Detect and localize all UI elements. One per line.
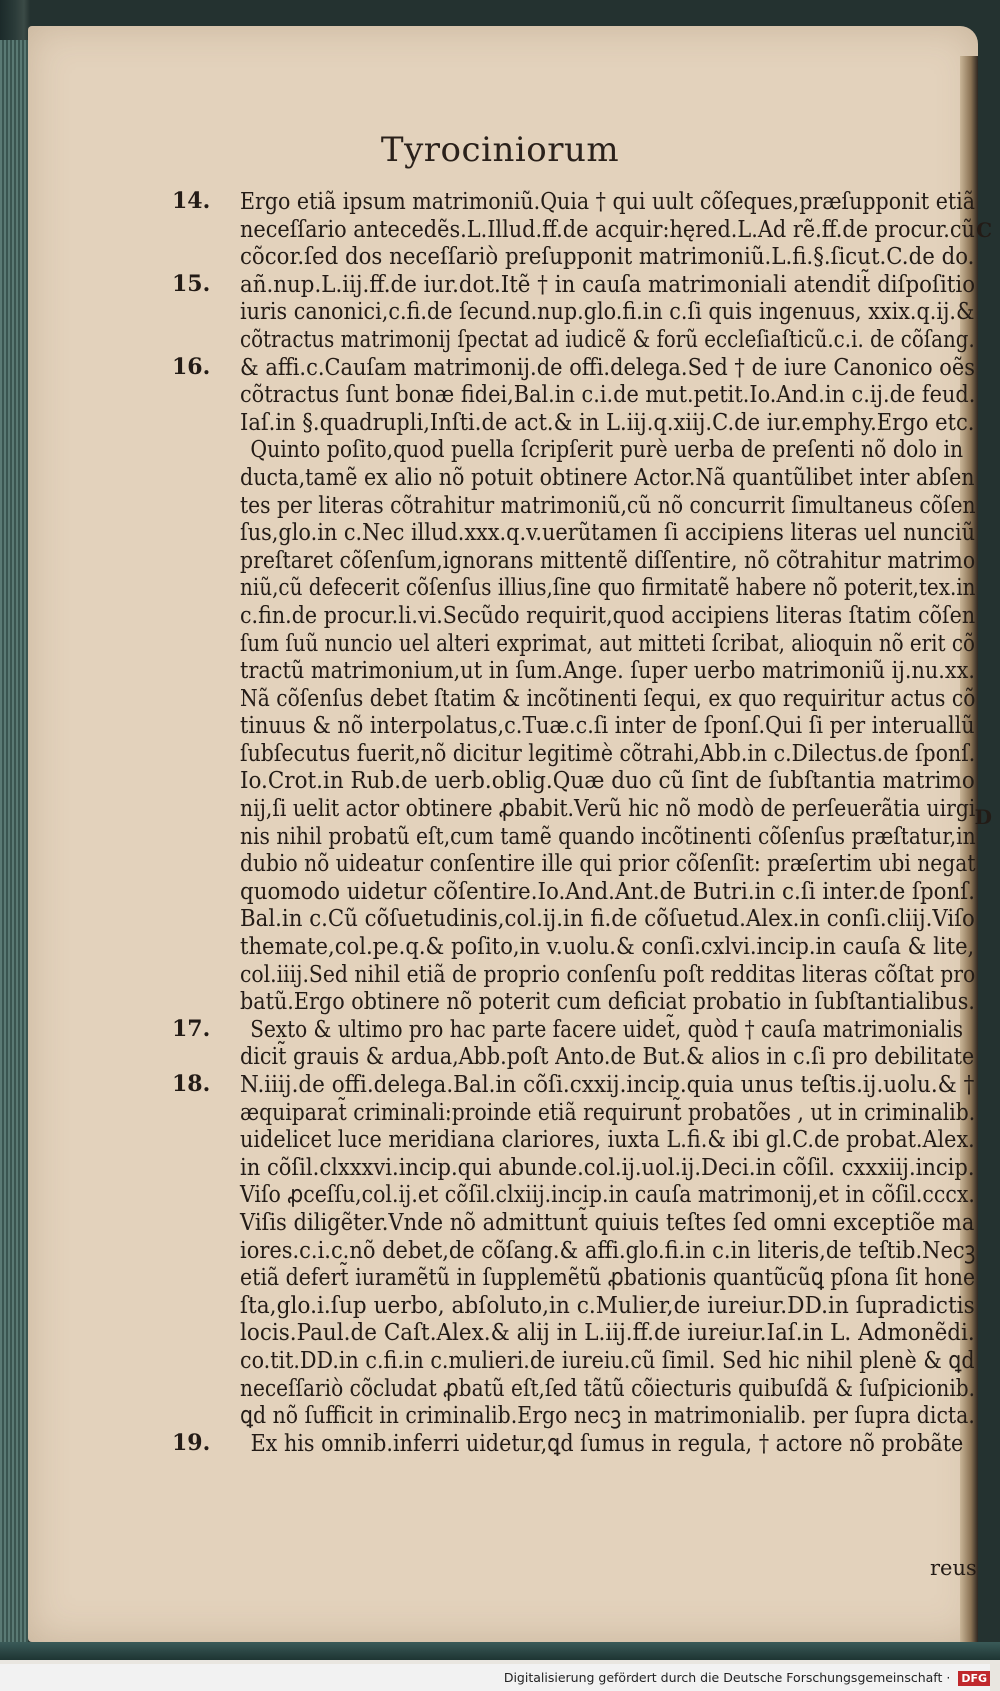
text-line: ſum ſuũ nuncio uel alteri exprimat, aut mitteti ſcribat, alioquin nõ erit cõ [240, 628, 975, 657]
text-line: ducta,tamẽ ex alio nõ potuit obtinere Actor.Nã quantũlibet inter abſen [240, 462, 975, 491]
text-line: N.iiij.de offi.delega.Bal.in cõſi.cxxij.incip.quia unus teſtis.ij.uolu.& † [240, 1070, 975, 1098]
text-line: ſus,glo.in c.Nec illud.xxx.q.v.uerũtamen ſi accipiens literas uel nunciũ [240, 518, 976, 547]
bleed-mark-d: D [974, 805, 992, 829]
text-line: dicit̃ grauis & ardua,Abb.poſt Anto.de But.& alios in c.ſi pro debilitate [240, 1042, 975, 1071]
margin-number: 18. [172, 1071, 211, 1098]
text-line: dubio nõ uideatur conſentire ille qui prior cõſenſit: præſertim ubi negat [240, 849, 976, 878]
margin-number: 14. [172, 188, 211, 214]
text-line: nis nihil probatũ eſt,cum tamẽ quando incõtinenti cõſenſus præſtatur,in [240, 821, 976, 850]
text-line: nij,ſi uelit actor obtinere ꝓbabit.Verũ hic nõ modò de perſeuerãtia uirgi [240, 794, 976, 823]
running-head: Tyrociniorum [380, 130, 620, 170]
text-line: Quinto poſito,quod puella ſcripſerit purè uerba de preſenti nõ dolo in [250, 435, 964, 464]
text-line: etiã defert̃ iuramẽtũ in ſupplemẽtũ ꝓbationis quantũcũꝗ pſona ſit hone [240, 1263, 976, 1292]
text-line: neceſſario antecedẽs.L.Illud.ff.de acquir:hęred.L.Ad rẽ.ff.de procur.cũ [240, 214, 975, 243]
dfg-logo: DFG [958, 1671, 990, 1686]
margin-number: 15. [172, 270, 211, 297]
text-line: quomodo uidetur cõſentire.Io.And.Ant.de Butri.in c.ſi inter.de ſponſ. [240, 876, 976, 905]
text-line: ꝗd nõ ſufficit in criminalib.Ergo necꝫ in matrimonialib. per ſupra dicta. [240, 1401, 975, 1430]
text-line: themate,col.pe.q.& poſito,in v.uolu.& conſi.cxlvi.incip.in cauſa & lite, [240, 932, 975, 961]
text-line: ſta,glo.i.ſup uerbo, abſoluto,in c.Mulier,de iureiur.DD.in ſupradictis [240, 1290, 975, 1319]
text-line: uidelicet luce meridiana clariores, iuxta L.fi.& ibi gl.C.de probat.Alex. [240, 1125, 975, 1154]
text-line: cõcor.ſed dos neceſſariò preſupponit matrimoniũ.L.fi.§.ſicut.C.de do. [240, 242, 975, 271]
text-line: Iaſ.in §.quadrupli,Inſti.de act.& in L.iij.q.xiij.C.de iur.emphy.Ergo etc. [240, 407, 975, 436]
text-line: Bal.in c.Cũ cõſuetudinis,col.ij.in fi.de cõſuetud.Alex.in conſi.cliij.Viſo [240, 904, 975, 933]
bleed-mark-c: C [976, 218, 992, 242]
text-line: ſubſecutus fuerit,nõ dicitur legitimè cõtrahi,Abb.in c.Dilectus.de ſponſ. [240, 738, 976, 767]
text-line: iuris canonici,c.fi.de ſecund.nup.glo.fi.in c.ſi quis ingenuus, xxix.q.ij.& [240, 297, 975, 326]
text-line: batũ.Ergo obtinere nõ poterit cum deficiat probatio in ſubſtantialibus. [240, 987, 975, 1016]
margin-number: 19. [172, 1430, 211, 1456]
text-line: co.tit.DD.in c.fi.in c.mulieri.de iureiu.cũ ſimil. Sed hic nihil plenè & ꝗd [240, 1345, 975, 1374]
text-line: preſtaret cõſenſum,ignorans mittentẽ diſſentire, nõ cõtrahitur matrimo [240, 545, 976, 574]
text-line: locis.Paul.de Caſt.Alex.& alij in L.iij.ff.de iureiur.Iaſ.in L. Admonẽdi. [240, 1318, 975, 1347]
text-line: Ergo etiã ipsum matrimoniũ.Quia † qui uult cõſeques,præſupponit etiã [240, 187, 975, 215]
text-line: Sexto & ultimo pro hac parte facere uidet̃, quòd † cauſa matrimonialis [250, 1014, 964, 1043]
text-line: añ.nup.L.iij.ff.de iur.dot.Itẽ † in cauſa matrimoniali atendit̃ diſpoſitio [240, 269, 976, 298]
text-line: col.iiij.Sed nihil etiã de proprio conſenſu poſt redditas literas cõſtat pro [240, 959, 976, 988]
digitization-footer [0, 1664, 990, 1691]
text-line: Nã cõſenſus debet ſtatim & incõtinenti ſequi, ex quo requiritur actus cõ [240, 683, 976, 712]
text-line: neceſſariò cõcludat ꝓbatũ eſt,ſed tãtũ cõiecturis quibuſdã & ſuſpicionib. [240, 1373, 976, 1402]
text-line: & affi.c.Cauſam matrimonij.de offi.delega.Sed † de iure Canonico oẽs [240, 352, 976, 381]
book-cover-edge [0, 1642, 1000, 1660]
text-line: Ex his omnib.inferri uidetur,ꝗd ſumus in regula, † actore nõ probãte [250, 1428, 964, 1457]
text-line: tes per literas cõtrahitur matrimoniũ,cũ nõ concurrit ſimultaneus cõſen [240, 490, 976, 519]
body-text [240, 188, 975, 1457]
text-line: Viſo ꝓceſſu,col.ij.et cõſil.clxiij.incip.in cauſa matrimonij,et in cõſil.cccx. [240, 1180, 975, 1209]
text-line: tractũ matrimonium,ut in ſum.Ange. ſuper uerbo matrimoniũ ij.nu.xx. [240, 656, 976, 685]
text-line: cõtractus ſunt bonæ fidei,Bal.in c.i.de mut.petit.Io.And.in c.ij.de feud. [240, 380, 976, 409]
footer-text: Digitalisierung gefördert durch die Deutsche Forschungsgemeinschaft · [503, 1670, 951, 1685]
text-line: Viſis diligẽter.Vnde nõ admittunt̃ quiuis teſtes ſed omni exceptiõe ma [240, 1207, 975, 1236]
margin-number: 16. [172, 353, 211, 380]
text-line: Io.Crot.in Rub.de uerb.oblig.Quæ duo cũ ſint de ſubſtantia matrimo [240, 766, 975, 795]
text-line: iores.c.i.c.nõ debet,de cõſang.& affi.glo.fi.in c.in literis,de teſtib.Necꝫ [240, 1235, 976, 1264]
margin-number: 17. [172, 1016, 211, 1042]
text-line: tinuus & nõ interpolatus,c.Tuæ.c.ſi inter de ſponſ.Qui ſi per interuallũ [240, 711, 975, 740]
text-line: niũ,cũ defecerit cõſenſus illius,ſine quo firmitatẽ habere nõ poterit,tex.in [240, 573, 976, 602]
catchword: reus [930, 1556, 977, 1580]
book-page-edges [0, 40, 28, 1650]
text-line: cõtractus matrimonij ſpectat ad iudicẽ & forũ eccleſiaſticũ.c.i. de cõſang. [240, 324, 975, 353]
text-line: æquiparat̃ criminali:proinde etiã requirunt̃ probatões , ut in criminalib. [240, 1097, 976, 1126]
text-line: in cõſil.clxxxvi.incip.qui abunde.col.ij.uol.ij.Deci.in cõſil. cxxxiij.incip. [240, 1152, 975, 1181]
text-line: c.fin.de procur.li.vi.Secũdo requirit,quod accipiens literas ſtatim cõſen [240, 600, 976, 629]
